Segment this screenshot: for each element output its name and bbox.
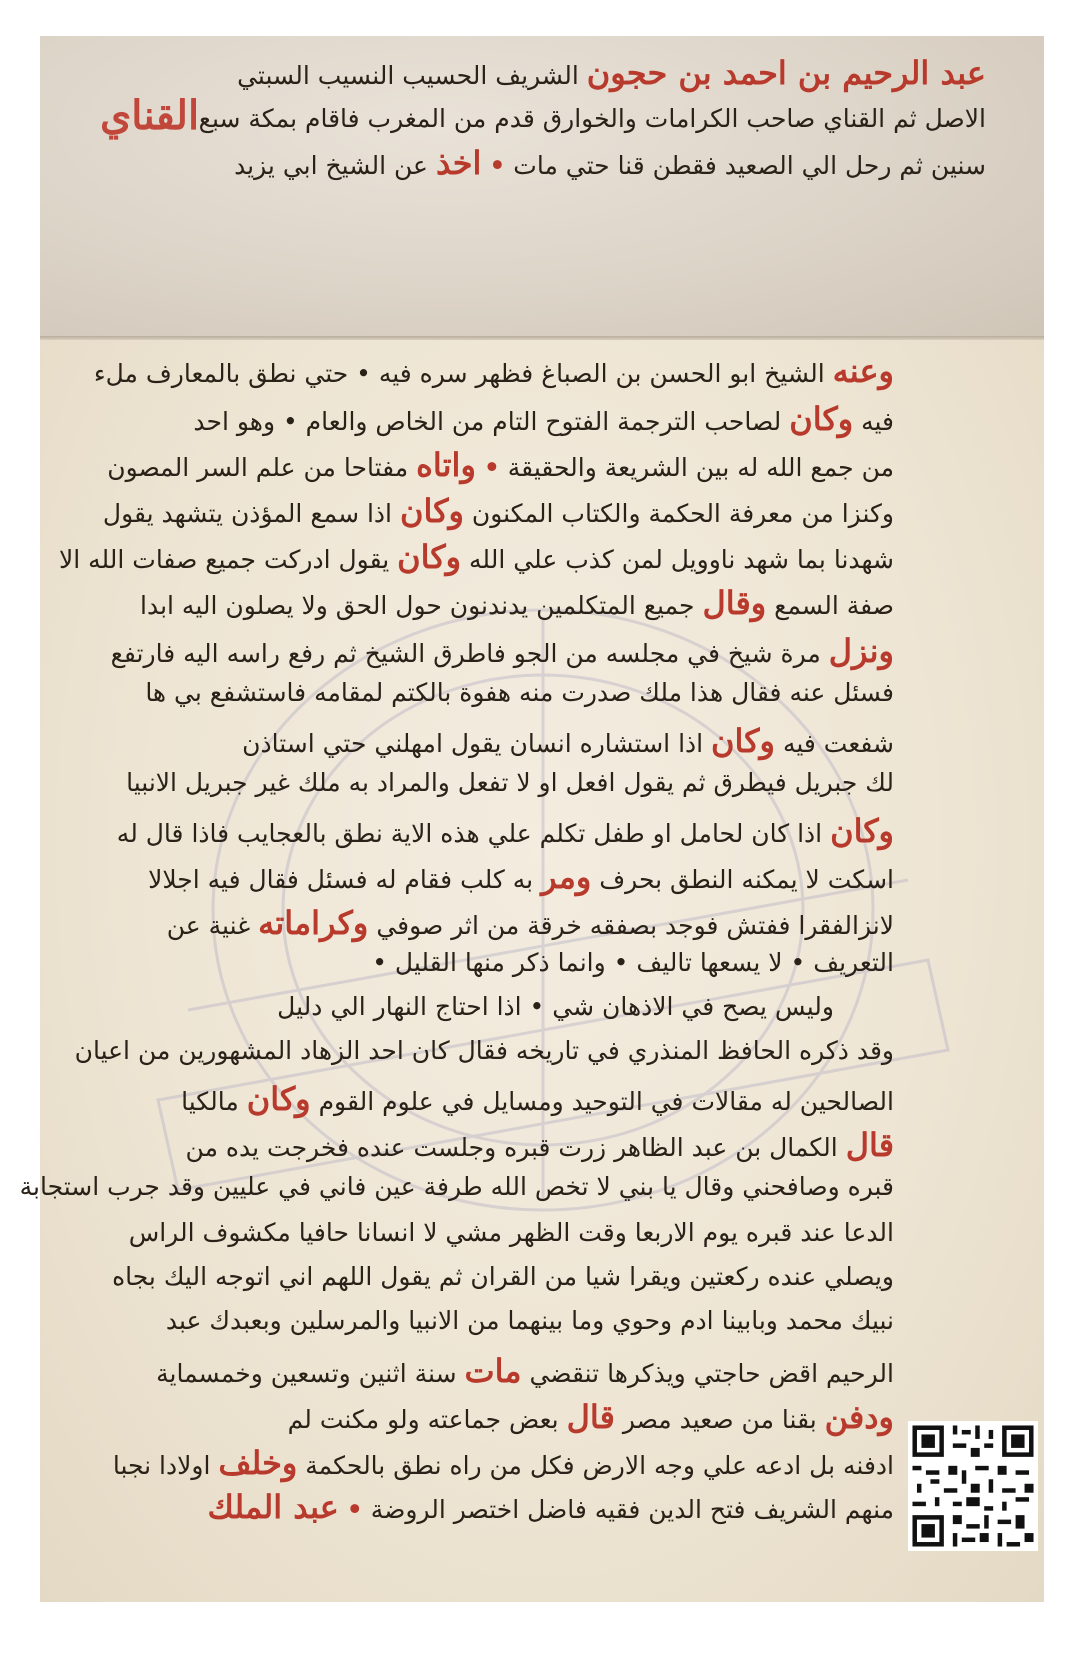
main-line	[160, 722, 894, 760]
main-line	[128, 1218, 894, 1247]
qr-code-icon[interactable]	[908, 1421, 1038, 1551]
line-text: اذا سمع المؤذن يتشهد يقول	[102, 499, 392, 528]
line-text: لانزالفقرا ففتش فوجد بصفقه خرقة من اثر صوفي	[376, 911, 894, 940]
line-text: اذا استشاره انسان يقول امهلني حتي استاذن	[242, 729, 704, 758]
main-line	[160, 1080, 894, 1118]
main-text-block	[19, 340, 894, 1602]
main-line	[160, 904, 894, 942]
main-line	[145, 678, 894, 707]
main-line	[160, 1126, 894, 1164]
line-text: عن الشيخ ابي يزيد	[234, 151, 428, 180]
rubric: وكان	[830, 812, 894, 850]
manuscript-upper-page	[40, 36, 1044, 340]
main-line	[126, 768, 894, 797]
rubric: ومر	[541, 858, 592, 896]
main-line	[112, 1262, 894, 1291]
upper-text-block	[198, 36, 986, 340]
line-text: ادفنه بل ادعه علي وجه الارض فكل من راه نطق بالحكمة	[305, 1451, 894, 1480]
line-text: نبيك محمد وبابينا ادم وحوي وما بينهما من الانبيا والمرسلين وبعبدك عبد	[165, 1306, 894, 1335]
line-text: لك جبريل فيطرق ثم يقول افعل او لا تفعل والمراد به ملك غير جبريل الانبيا	[126, 768, 894, 797]
rubric: ونزل	[828, 632, 894, 670]
rubric: قال	[566, 1398, 615, 1436]
line-text: وكنزا من معرفة الحكمة والكتاب المكنون	[471, 499, 894, 528]
line-text: شهدنا بما شهد ناوويل لمن كذب علي الله	[469, 545, 894, 574]
line-text: جميع المتكلمين يدندنون حول الحق ولا يصلون اليه ابدا	[140, 591, 695, 620]
main-line	[160, 948, 894, 977]
margin-heading: القناي	[100, 92, 200, 139]
main-line	[112, 1444, 894, 1482]
line-text: ويصلي عنده ركعتين ويقرا شيا من القران ثم يقول اللهم اني اتوجه اليك بجاه	[112, 1262, 894, 1291]
rubric: مات	[464, 1352, 522, 1390]
rubric: وكراماته	[258, 904, 369, 942]
line-text: مالكيا	[181, 1087, 239, 1116]
rubric: وقال	[702, 584, 767, 622]
main-line	[74, 1036, 894, 1065]
main-line	[160, 1398, 894, 1436]
line-text: وليس يصح في الاذهان شي • اذا احتاج النهار الي دليل	[277, 992, 834, 1021]
line-text: الدعا عند قبره يوم الاربعا وقت الظهر مشي لا انسانا حافيا مكشوف الراس	[128, 1218, 894, 1247]
rubric: وكان	[711, 722, 775, 760]
line-text: الشريف الحسيب النسيب السبتي	[237, 61, 579, 90]
line-text: به كلب فقام له فسئل فقال فيه اجلالا	[148, 865, 534, 894]
line-text: اولادا نجبا	[112, 1451, 211, 1480]
main-line	[156, 1352, 894, 1390]
line-text: غنية عن	[166, 911, 251, 940]
upper-line	[198, 104, 986, 133]
line-text: يقول ادركت جميع صفات الله الا	[58, 545, 390, 574]
line-text: سنة اثنين وتسعين وخمسماية	[156, 1359, 457, 1388]
rubric: وكان	[789, 400, 854, 438]
line-text: مرة شيخ في مجلسه من الجو فاطرق الشيخ ثم رفع راسه اليه فارتفع	[110, 639, 821, 668]
line-text: اسكت لا يمكنه النطق بحرف	[599, 865, 894, 894]
manuscript-main-page	[19, 340, 1044, 1602]
line-text: بقنا من صعيد مصر	[622, 1405, 817, 1434]
main-line	[160, 1488, 894, 1526]
rubric: عبد الرحيم بن احمد بن حجون	[586, 54, 986, 92]
line-text: فيه	[861, 407, 894, 436]
line-text: بعض جماعته ولو مكنت لم	[287, 1405, 559, 1434]
main-line	[19, 1172, 894, 1201]
rubric: وخلف	[218, 1444, 298, 1482]
line-text: الكمال بن عبد الظاهر زرت قبره وجلست عنده فخرجت يده من	[185, 1133, 838, 1162]
separator-dot: •	[489, 151, 506, 180]
main-line	[160, 400, 894, 438]
rubric: اخذ	[435, 144, 482, 182]
main-line	[102, 492, 894, 530]
main-line	[93, 352, 894, 390]
upper-line	[230, 54, 986, 92]
line-text: فسئل عنه فقال هذا ملك صدرت منه هفوة بالكتم لمقامه فاستشفع بي ها	[145, 678, 894, 707]
rubric: عبد الملك	[207, 1488, 339, 1526]
separator-dot: •	[346, 1495, 363, 1524]
rubric: وكان	[246, 1080, 311, 1118]
line-text: مفتاحا من علم السر المصون	[107, 453, 409, 482]
main-line	[140, 584, 894, 622]
line-text: شفعت فيه	[782, 729, 894, 758]
line-text: اذا كان لحامل او طفل تكلم علي هذه الاية نطق بالعجايب فاذا قال له	[116, 819, 823, 848]
rubric: واتاه	[416, 446, 476, 484]
main-line	[148, 858, 894, 896]
main-line	[160, 992, 834, 1021]
line-text: لصاحب الترجمة الفتوح التام من الخاص والعام • وهو احد	[193, 407, 782, 436]
main-line	[107, 446, 894, 484]
line-text: قبره وصافحني وقال يا بني لا تخص الله طرفة عين فاني في عليين وقد جرب استجابة	[19, 1172, 894, 1201]
rubric: وكان	[399, 492, 464, 530]
line-text: من جمع الله له بين الشريعة والحقيقة	[507, 453, 894, 482]
line-text: التعريف • لا يسعها تاليف • وانما ذكر منها القليل •	[372, 948, 894, 977]
main-line	[58, 538, 894, 576]
line-text: سنين ثم رحل الي الصعيد فقطن قنا حتي مات	[513, 151, 986, 180]
line-text: الرحيم اقض حاجتي ويذكرها تنقضي	[529, 1359, 894, 1388]
main-line	[110, 632, 894, 670]
rubric: قال	[845, 1126, 894, 1164]
main-line	[116, 812, 894, 850]
upper-line	[230, 144, 986, 182]
separator-dot: •	[483, 453, 500, 482]
rubric: وكان	[397, 538, 462, 576]
rubric: وعنه	[832, 352, 894, 390]
line-text: الصالحين له مقالات في التوحيد ومسايل في علوم القوم	[318, 1087, 894, 1116]
line-text: وقد ذكره الحافظ المنذري في تاريخه فقال كان احد الزهاد المشهورين من اعيان	[74, 1036, 894, 1065]
main-line	[160, 1306, 894, 1335]
rubric: ودفن	[824, 1398, 894, 1436]
line-text: صفة السمع	[774, 591, 894, 620]
line-text: الشيخ ابو الحسن بن الصباغ فظهر سره فيه • حتي نطق بالمعارف ملء	[93, 359, 825, 388]
line-text: الاصل ثم القناي صاحب الكرامات والخوارق قدم من المغرب فاقام بمكة سبع	[198, 104, 986, 133]
line-text: منهم الشريف فتح الدين فقيه فاضل اختصر الروضة	[370, 1495, 894, 1524]
